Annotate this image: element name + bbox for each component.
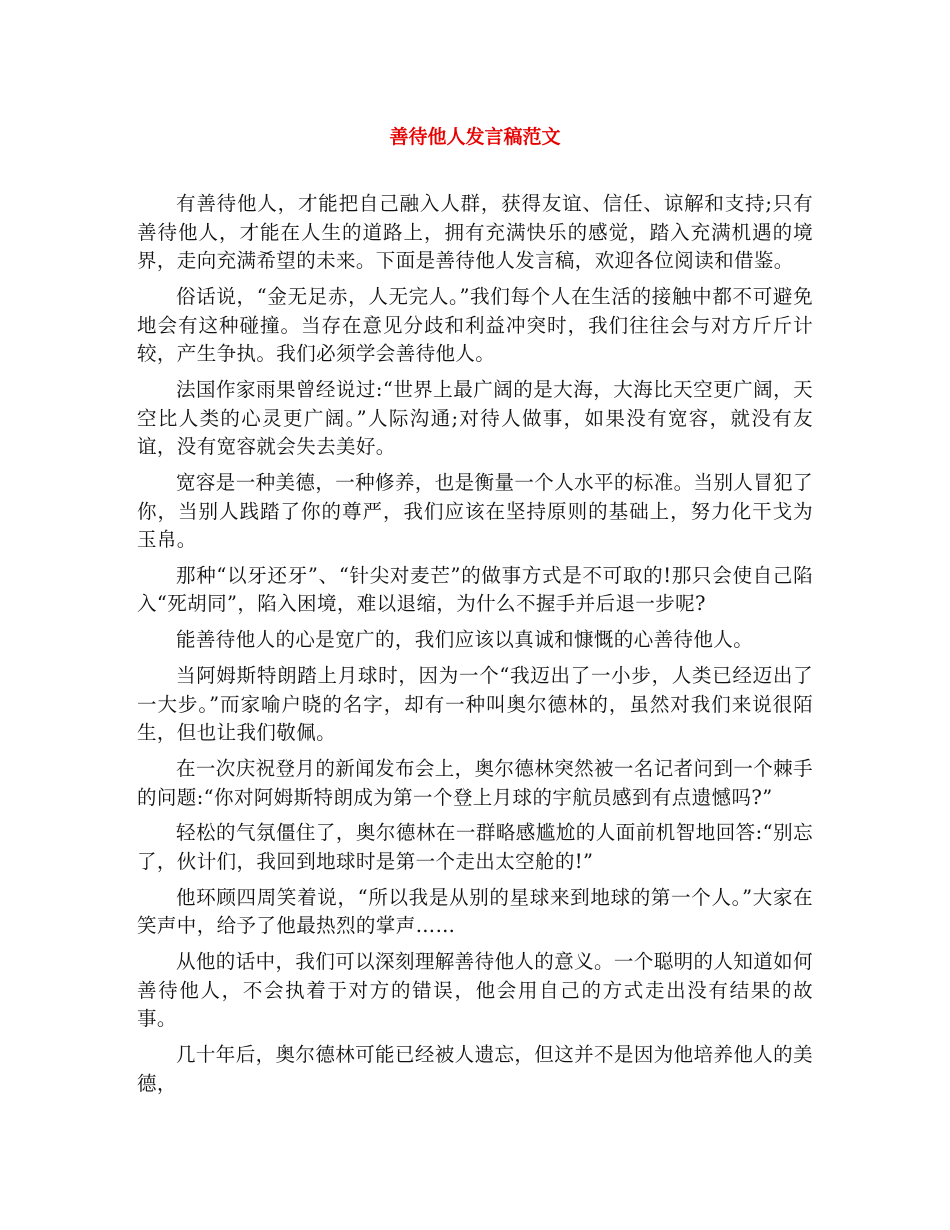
document-title: 善待他人发言稿范文: [389, 126, 561, 148]
paragraph: 能善待他人的心是宽广的，我们应该以真诚和慷慨的心善待他人。: [176, 628, 754, 652]
paragraph: 当阿姆斯特朗踏上月球时，因为一个“我迈出了一小步，人类已经迈出了一大步。”而家喻户晓的名字，却有一种叫奥尔德林的，虽然对我们来说很陌生，但也让我们敬佩。: [137, 664, 813, 745]
paragraph: 在一次庆祝登月的新闻发布会上，奥尔德林突然被一名记者问到一个棘手的问题:“你对阿姆斯特朗成为第一个登上月球的宇航员感到有点遗憾吗?”: [137, 757, 813, 809]
paragraph: 几十年后，奥尔德林可能已经被人遗忘，但这并不是因为他培养他人的美德，: [137, 1043, 813, 1095]
paragraph: 法国作家雨果曾经说过:“世界上最广阔的是大海，大海比天空更广阔，天空比人类的心灵更广阔。”人际沟通;对待人做事，如果没有宽容，就没有友谊，没有宽容就会失去美好。: [137, 377, 813, 459]
paragraph: 轻松的气氛僵住了，奥尔德林在一群略感尴尬的人面前机智地回答:“别忘了，伙计们，我回到地球时是第一个走出太空舱的!”: [137, 821, 813, 873]
paragraph: 从他的话中，我们可以深刻理解善待他人的意义。一个聪明的人知道如何善待他人，不会执着于对方的错误，他会用自己的方式走出没有结果的故事。: [137, 950, 813, 1031]
paragraph: 俗话说，“金无足赤，人无完人。”我们每个人在生活的接触中都不可避免地会有这种碰撞。当存在意见分歧和利益冲突时，我们往往会与对方斤斤计较，产生争执。我们必须学会善待他人。: [137, 284, 813, 366]
document-body: [137, 190, 813, 1105]
paragraph: 宽容是一种美德，一种修养，也是衡量一个人水平的标准。当别人冒犯了你，当别人践踏了你的尊严，我们应该在坚持原则的基础上，努力化干戈为玉帛。: [137, 470, 813, 552]
paragraph: 那种“以牙还牙”、“针尖对麦芒”的做事方式是不可取的!那只会使自己陷入“死胡同”，陷入困境，难以退缩，为什么不握手并后退一步呢?: [137, 563, 813, 616]
paragraph: 有善待他人，才能把自己融入人群，获得友谊、信任、谅解和支持;只有善待他人，才能在人生的道路上，拥有充满快乐的感觉，踏入充满机遇的境界，走向充满希望的未来。下面是善待他人发言稿，欢迎各位阅读和借鉴。: [137, 192, 813, 273]
paragraph: 他环顾四周笑着说，“所以我是从别的星球来到地球的第一个人。”大家在笑声中，给予了他最热烈的掌声……: [137, 885, 813, 938]
